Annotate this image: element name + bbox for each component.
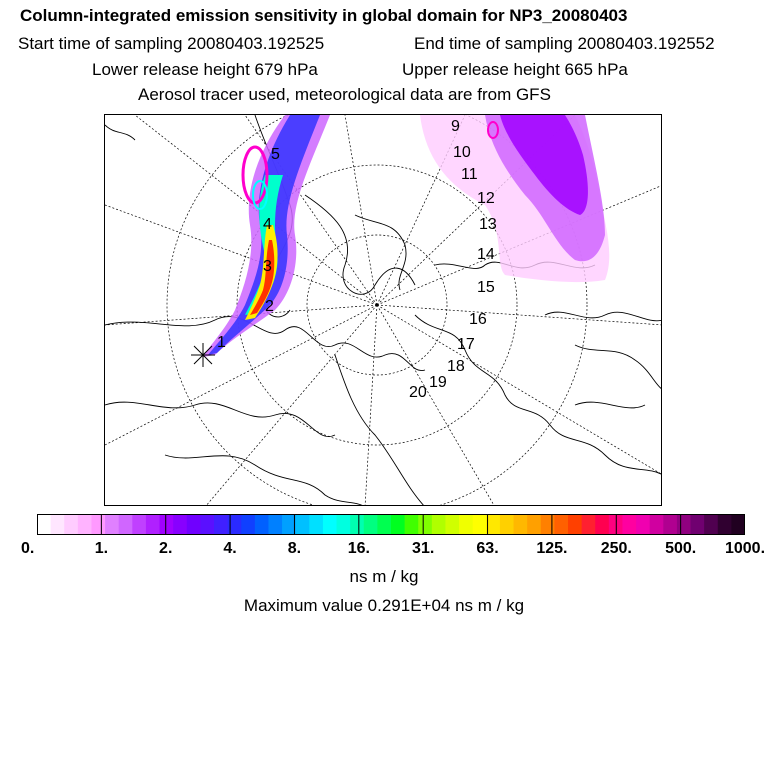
upper-release-height: Upper release height 665 hPa (402, 60, 628, 79)
colorbar-cell (568, 514, 582, 535)
meridian-line (377, 305, 495, 506)
colorbar-cell (418, 514, 432, 535)
day-marker-2: 2 (265, 298, 274, 315)
colorbar-cell (650, 514, 664, 535)
colorbar-tick-label: 31. (412, 540, 435, 557)
day-marker-13: 13 (479, 216, 497, 233)
colorbar-cell (350, 514, 364, 535)
plot-title: Column-integrated emission sensitivity in global domain for NP3_20080403 (20, 6, 628, 25)
colorbar-cell (636, 514, 650, 535)
colorbar-tick-label: 1. (94, 540, 109, 557)
colorbar-cell (554, 514, 568, 535)
meridian-line (377, 305, 662, 325)
colorbar-cell (541, 514, 555, 535)
coastline (335, 355, 425, 506)
colorbar-tick-label: 16. (347, 540, 370, 557)
colorbar-cell (527, 514, 541, 535)
colorbar-cell (91, 514, 105, 535)
colorbar-cell (268, 514, 282, 535)
day-marker-16: 16 (469, 311, 487, 328)
coastline (545, 312, 662, 321)
polar-map (105, 115, 662, 506)
colorbar-tick-label: 8. (287, 540, 302, 557)
day-marker-10: 10 (453, 144, 471, 161)
sensitivity-plume-east (420, 115, 609, 282)
colorbar-cell (173, 514, 187, 535)
coastline (105, 125, 135, 140)
colorbar-cell (432, 514, 446, 535)
colorbar-cell (187, 514, 201, 535)
colorbar-cell (718, 514, 732, 535)
colorbar-cell (582, 514, 596, 535)
colorbar-cell (514, 514, 528, 535)
colorbar-cell (146, 514, 160, 535)
coastline (305, 195, 415, 294)
day-marker-20: 20 (409, 384, 427, 401)
colorbar-cell (241, 514, 255, 535)
colorbar-tick-label: 500. (665, 540, 697, 557)
colorbar-tick-label: 63. (476, 540, 499, 557)
colorbar-cell (731, 514, 745, 535)
colorbar-cell (323, 514, 337, 535)
colorbar (37, 514, 745, 535)
day-marker-12: 12 (477, 190, 495, 207)
colorbar-tick-label: 125. (536, 540, 568, 557)
colorbar-tick-label: 250. (600, 540, 632, 557)
colorbar-cell (364, 514, 378, 535)
colorbar-cell (309, 514, 323, 535)
colorbar-cell (51, 514, 65, 535)
day-marker-5: 5 (271, 146, 280, 163)
day-marker-11: 11 (461, 166, 478, 183)
day-marker-19: 19 (429, 374, 447, 391)
coastline (105, 402, 335, 437)
day-marker-9: 9 (451, 118, 460, 135)
lower-release-height: Lower release height 679 hPa (92, 60, 318, 79)
day-marker-4: 4 (263, 216, 272, 233)
colorbar-cell (214, 514, 228, 535)
coastline (575, 402, 645, 408)
colorbar-tick-label: 1000. (724, 540, 766, 557)
colorbar-cell (486, 514, 500, 535)
tracer-note: Aerosol tracer used, meteorological data are from GFS (138, 85, 551, 104)
meridian-line (365, 305, 377, 506)
colorbar-tick-label: 0. (21, 540, 35, 557)
coastline (355, 215, 406, 290)
colorbar-tick-label: 4. (223, 540, 237, 557)
colorbar-cell (37, 514, 51, 535)
coastline (575, 345, 662, 390)
colorbar-cell (473, 514, 487, 535)
colorbar-unit: ns m / kg (349, 567, 419, 586)
sensitivity-plume-west (203, 115, 330, 357)
sampling-start-time: Start time of sampling 20080403.192525 (18, 34, 325, 53)
colorbar-cell (255, 514, 269, 535)
colorbar-cell (78, 514, 92, 535)
colorbar-cell (500, 514, 514, 535)
day-marker-18: 18 (447, 358, 465, 375)
colorbar-cell (691, 514, 705, 535)
colorbar-tick-label: 2. (159, 540, 173, 557)
colorbar-cell (391, 514, 405, 535)
colorbar-cell (200, 514, 214, 535)
colorbar-cell (595, 514, 609, 535)
colorbar-cell (105, 514, 119, 535)
colorbar-cell (132, 514, 146, 535)
colorbar-cell (459, 514, 473, 535)
colorbar-cell (677, 514, 691, 535)
colorbar-cell (622, 514, 636, 535)
day-marker-1: 1 (217, 334, 226, 351)
colorbar-cell (64, 514, 78, 535)
coastline (165, 455, 365, 506)
colorbar-cell (377, 514, 391, 535)
colorbar-cell (405, 514, 419, 535)
release-location-marker (191, 343, 215, 367)
day-marker-17: 17 (457, 336, 475, 353)
meridian-line (345, 115, 377, 305)
maximum-value: Maximum value 0.291E+04 ns m / kg (243, 596, 525, 615)
colorbar-cell (337, 514, 351, 535)
sampling-end-time: End time of sampling 20080403.192552 (414, 34, 715, 53)
day-marker-14: 14 (477, 246, 495, 263)
colorbar-cell (704, 514, 718, 535)
colorbar-cell (160, 514, 174, 535)
day-marker-15: 15 (477, 279, 495, 296)
colorbar-cell (119, 514, 133, 535)
meridian-line (105, 205, 377, 305)
colorbar-cell (296, 514, 310, 535)
coastline (415, 315, 662, 475)
colorbar-cell (445, 514, 459, 535)
day-marker-3: 3 (263, 258, 272, 275)
map-panel (104, 114, 662, 506)
colorbar-cell (663, 514, 677, 535)
